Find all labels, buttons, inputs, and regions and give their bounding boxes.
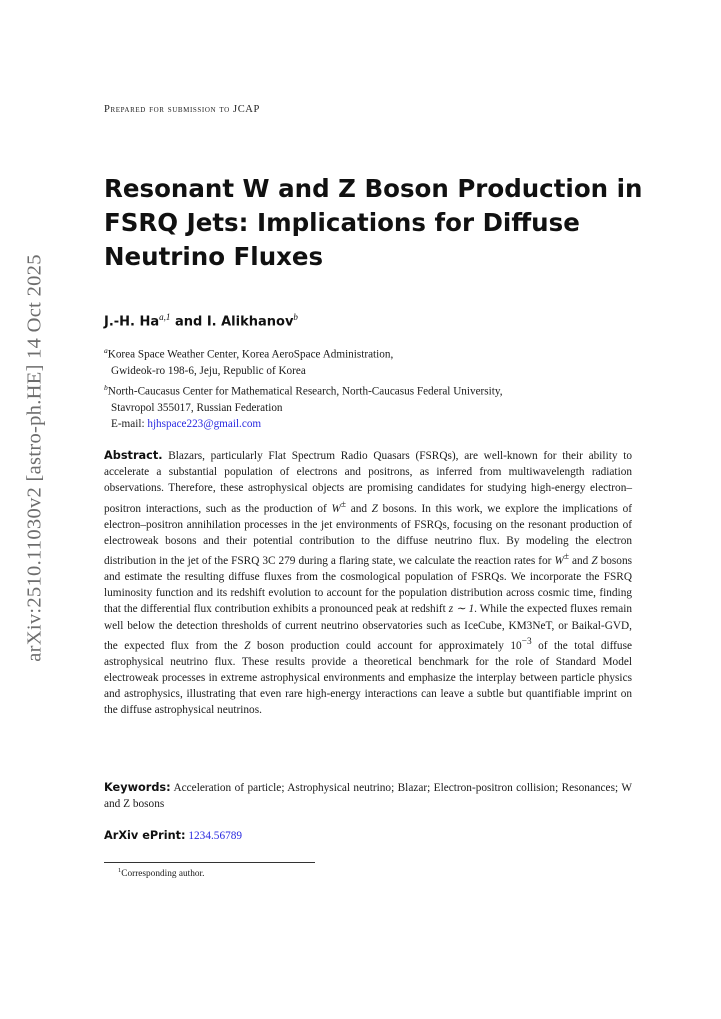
arxiv-id-text: arXiv:2510.11030v2 [astro-ph.HE] 14 Oct 2025 <box>23 254 46 662</box>
email-label: E-mail: <box>111 418 145 430</box>
keywords <box>104 780 632 812</box>
footnote-mark: 1 <box>118 867 122 874</box>
footnote <box>118 867 204 879</box>
journal-prepared-note: Prepared for submission to JCAP <box>104 104 260 115</box>
arxiv-sidebar-identifier <box>18 254 52 662</box>
arxiv-eprint <box>104 829 242 842</box>
affiliation-a: $^a$Korea Space Weather Center, Korea AeroSpace Administration, <box>104 346 394 361</box>
paper-title: Resonant W and Z Boson Production in FSRQ Jets: Implications for Diffuse Neutrino Fluxes <box>104 174 643 271</box>
author-joiner: and <box>170 314 207 330</box>
email-link[interactable]: hjhspace223@gmail.com <box>147 418 262 430</box>
footnote-divider <box>104 862 315 863</box>
keywords-text: Acceleration of particle; Astrophysical neutrino; Blazar; Electron-positron collision; Resonances; W and Z bosons <box>104 782 632 811</box>
affiliations <box>104 343 644 416</box>
author-list <box>104 312 298 329</box>
author-ha-affil-mark: a,1 <box>159 312 171 322</box>
affiliation-mark: a <box>104 346 108 355</box>
eprint-label: ArXiv ePrint: <box>104 829 186 842</box>
author-alikhanov-affil-mark: b <box>293 312 298 322</box>
author-alikhanov: I. Alikhanov <box>206 314 294 330</box>
abstract: Abstract. Blazars, particularly Flat Spectrum Radio Quasars (FSRQs), are well-known for their ability to accelerate a substantial population of electrons and positrons, as inferred from multiwavelength radiation observations. Therefore, these astrophysical objects are promising candidates for studying high-energy electron–positron interactions, such as the production of W± and Z bosons. In this work, we explore the implications of electron–positron annihilation processes in the jet environments of FSRQs, focusing on the resonant production of electroweak bosons and their potential contribution to the diffuse neutrino flux. By modeling the electron distribution in the jet of the FSRQ 3C 279 during a flaring state, we calculate the reaction rates for W± and Z bosons and estimate the resulting diffuse fluxes from the cosmological population of FSRQs. We incorporate the FSRQ luminosity function and its redshift evolution to account for the population distribution across cosmic time, finding that the differential flux contribution exhibits a pronounced peak at redshift z ∼ 1. While the expected fluxes remain well below the detection thresholds of current neutrino observatories such as IceCube, KM3NeT, or Baikal-GVD, the expected flux from the Z boson production could account for approximately $10^{-3}$ of the total diffuse astrophysical neutrino flux. These results provide a theoretical benchmark for the role of Standard Model electroweak processes in extreme astrophysical environments and emphasize the interplay between particle physics and astrophysics, illustrating that even rare high-energy interactions can leave a subtle but quantifiable imprint on the diffuse astrophysical neutrinos. <box>104 449 632 717</box>
affiliation-b-address: Stavropol 355017, Russian Federation <box>111 401 283 414</box>
abstract-label: Abstract. <box>104 449 163 462</box>
affiliation-a-address: Gwideok-ro 198-6, Jeju, Republic of Korea <box>111 365 306 378</box>
contact-email <box>111 418 261 430</box>
author-ha: J.-H. Ha <box>104 314 160 330</box>
affiliation-b: $^b$North-Caucasus Center for Mathematical Research, North-Caucasus Federal University, <box>104 382 503 398</box>
keywords-label: Keywords: <box>104 781 171 794</box>
footnote-text: Corresponding author. <box>121 869 205 880</box>
affiliation-mark: b <box>104 382 108 392</box>
eprint-link[interactable]: 1234.56789 <box>188 830 243 842</box>
